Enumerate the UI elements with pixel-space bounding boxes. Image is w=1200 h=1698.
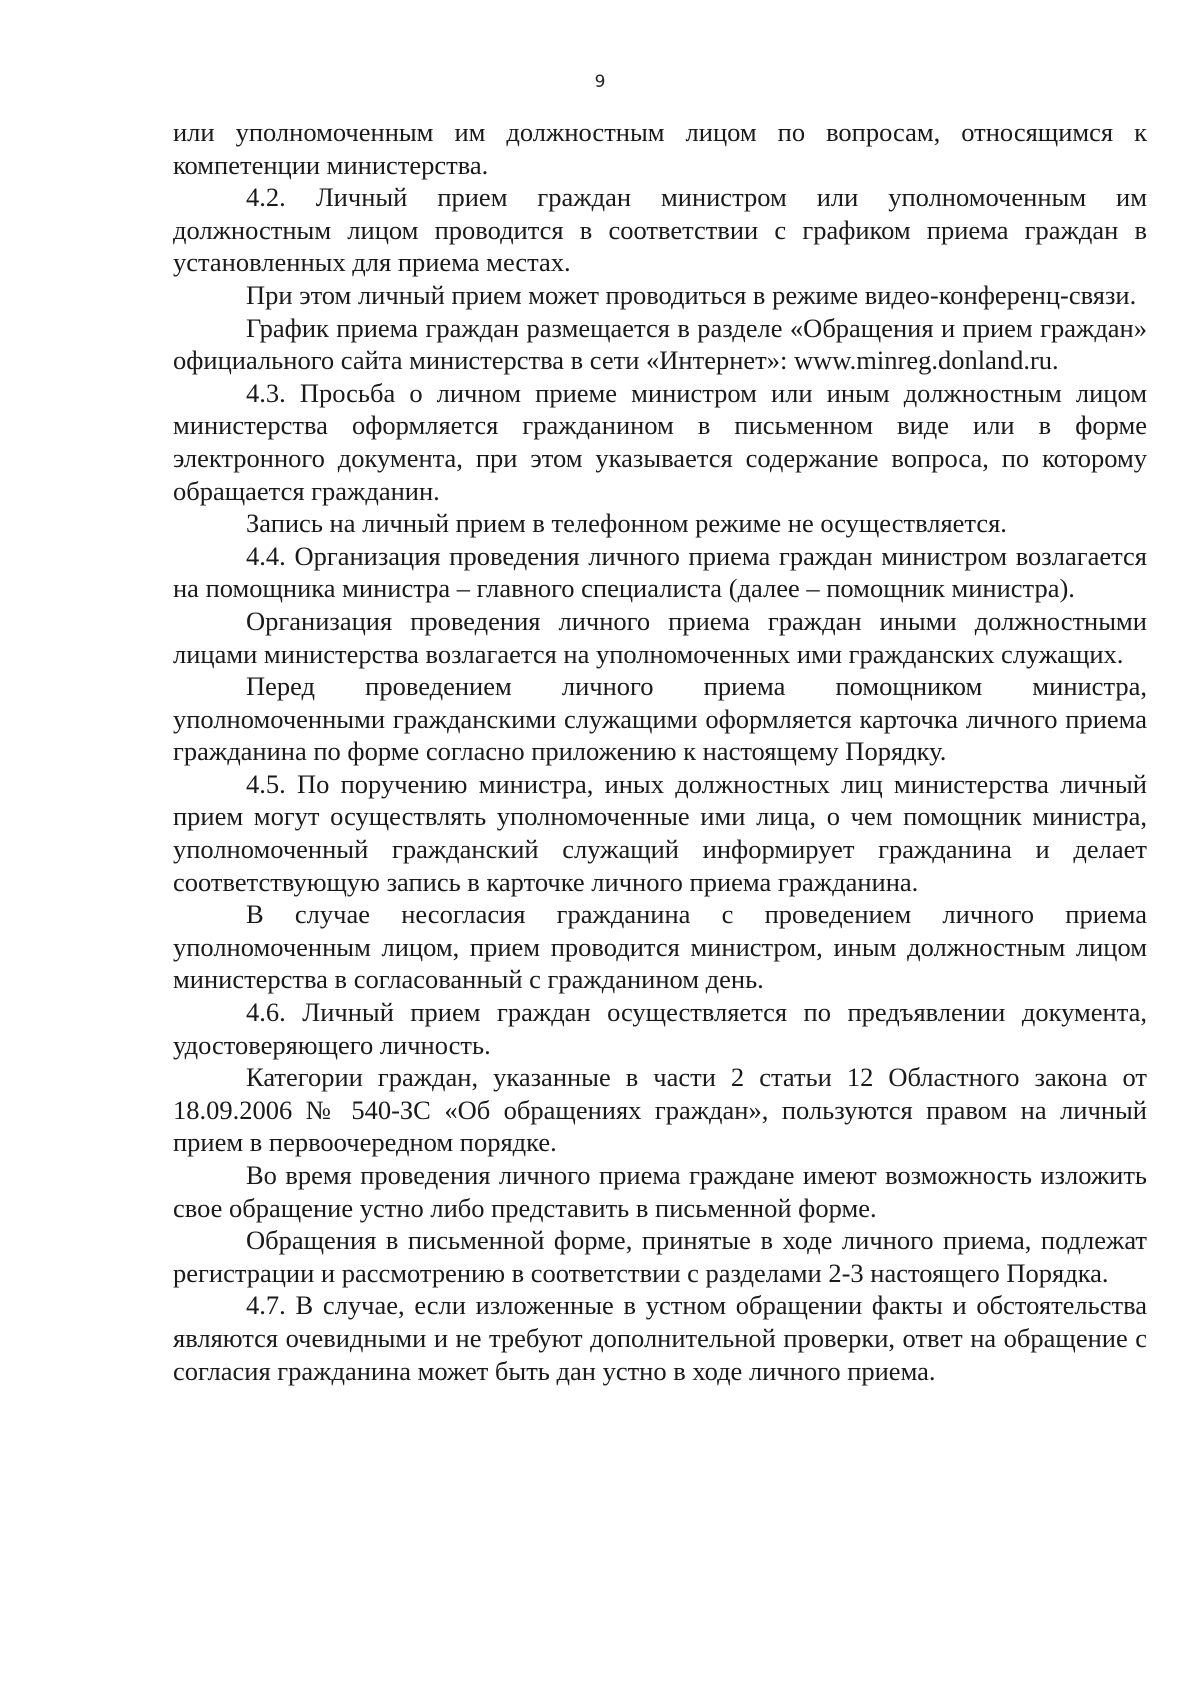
paragraph-disagreement: В случае несогласия гражданина с проведением личного приема уполномоченным лицом, прием проводится министром, иным должностным лицом министерства в согласованный с гражданином день. [173,899,1147,995]
document-body [173,116,1147,1387]
paragraph-continuation: или уполномоченным им должностным лицом по вопросам, относящимся к компетенции министерства. [173,117,1147,180]
paragraph-4-2: 4.2. Личный прием граждан министром или уполномоченным им должностным лицом проводится в соответствии с графиком приема граждан в установленных для приема местах. [173,182,1147,278]
paragraph-4-3: 4.3. Просьба о личном приеме министром или иным должностным лицом министерства оформляется гражданином в письменном виде или в форме электронного документа, при этом указывается содержание вопроса, по которому обращается гражданин. [173,377,1147,506]
paragraph-phone-booking: Запись на личный прием в телефонном режиме не осуществляется. [246,508,1007,539]
paragraph-4-4: 4.4. Организация проведения личного приема граждан министром возлагается на помощника министра – главного специалиста (далее – помощник министра). [173,540,1147,604]
paragraph-4-6: 4.6. Личный прием граждан осуществляется по предъявлении документа, удостоверяющего личность. [173,997,1147,1060]
paragraph-priority-categories: Категории граждан, указанные в части 2 статьи 12 Областного закона от 18.09.2006 № 540-ЗС «Об обращениях граждан», пользуются правом на личный прием в первоочередном порядке. [173,1062,1147,1158]
paragraph-officials-organization: Организация проведения личного приема граждан иными должностными лицами министерства возлагается на уполномоченных ими гражданских служащих. [173,605,1147,669]
page-number: 9 [594,72,606,92]
paragraph-4-5: 4.5. По поручению министра, иных должностных лиц министерства личный прием могут осуществлять уполномоченные ими лица, о чем помощник министра, уполномоченный гражданский служащий информирует гражданина и делает соответствующую запись в карточке личного приема гражданина. [173,768,1147,897]
paragraph-4-7: 4.7. В случае, если изложенные в устном обращении факты и обстоятельства являются очевидными и не требуют дополнительной проверки, ответ на обращение с согласия гражданина может быть дан устно в ходе личного приема. [173,1290,1147,1386]
paragraph-schedule-website: График приема граждан размещается в разделе «Обращения и прием граждан» официального сайта министерства в сети «Интернет»: www.minreg.donland.ru. [173,312,1147,376]
paragraph-oral-written: Во время проведения личного приема граждане имеют возможность изложить свое обращение устно либо представить в письменной форме. [173,1160,1147,1223]
paragraph-reception-card: Перед проведением личного приема помощником министра, уполномоченными гражданскими служащими оформляется карточка личного приема гражданина по форме согласно приложению к настоящему Порядку. [173,671,1147,767]
paragraph-video-conference: При этом личный прием может проводиться в режиме видео-конференц-связи. [246,279,1137,310]
paragraph-written-registration: Обращения в письменной форме, принятые в ходе личного приема, подлежат регистрации и рассмотрению в соответствии с разделами 2-3 настоящего Порядка. [173,1225,1147,1288]
